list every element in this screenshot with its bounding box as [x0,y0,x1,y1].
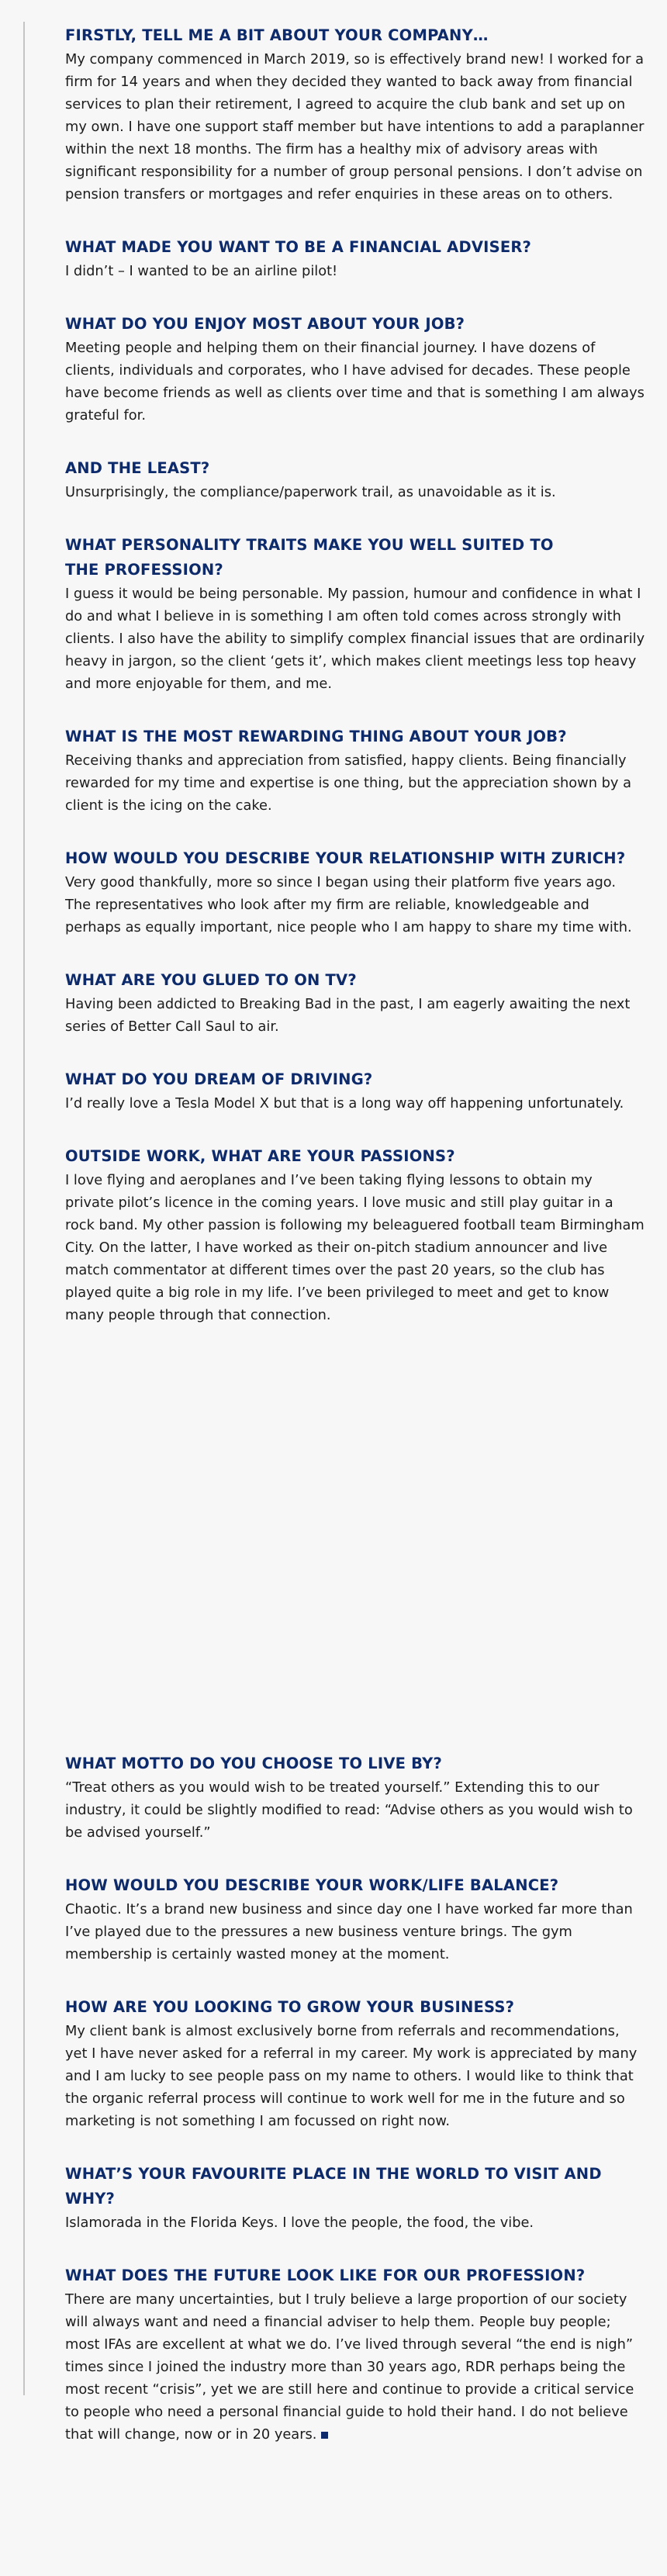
answer-text-final [65,2288,645,2446]
question-heading: FIRSTLY, TELL ME A BIT ABOUT YOUR COMPANY… [65,26,489,44]
qa-work-life [65,1873,645,1966]
question-heading: WHAT PERSONALITY TRAITS MAKE YOU WELL SUITED TO THE PROFESSION? [65,536,554,579]
qa-rewarding [65,724,645,817]
answer-text: Chaotic. It’s a brand new business and since day one I have worked far more than I’ve played due to the pressures a new business venture brings. The gym membership is certainly wasted money at the moment. [65,1901,633,1962]
question-heading: WHAT ARE YOU GLUED TO ON TV? [65,971,357,989]
answer-text: There are many uncertainties, but I truly believe a large proportion of our society will always want and need a financial adviser to help them. People buy people; most IFAs are excellent at what we do. I’ve lived through several “the end is nigh” times since I joined the industry more than 30 years ago, RDR perhaps being the most recent “crisis”, yet we are still here and continue to provide a critical service to people who need a personal financial guide to hold their hand. I do not believe that will change, now or in 20 years. [65,2291,634,2443]
question-heading: WHAT’S YOUR FAVOURITE PLACE IN THE WORLD TO VISIT AND WHY? [65,2165,602,2208]
qa-future [65,2263,645,2446]
question-heading: WHAT DOES THE FUTURE LOOK LIKE FOR OUR PROFESSION? [65,2267,586,2284]
qa-tv [65,968,645,1038]
interview-column-top [65,23,645,1356]
qa-personality [65,533,645,695]
left-margin-rule [23,22,25,2395]
answer-text: I guess it would be being personable. My passion, humour and confidence in what I do and what I believe in is something I am often told comes across strongly with clients. I also have the ability to simplify complex financial issues that are ordinarily heavy in jargon, so the client ‘gets it’, which makes client meetings less top heavy and more enjoyable for them, and me. [65,586,645,692]
answer-text: Very good thankfully, more so since I began using their platform five years ago. The representatives who look after my firm are reliable, knowledgeable and perhaps as equally important, nice people who I am happy to share my time with. [65,874,632,935]
qa-favourite-place [65,2162,645,2234]
answer-text: I’d really love a Tesla Model X but that is a long way off happening unfortunately. [65,1095,624,1112]
question-heading: WHAT IS THE MOST REWARDING THING ABOUT YOUR JOB? [65,728,567,745]
answer-text: Islamorada in the Florida Keys. I love the people, the food, the vibe. [65,2215,534,2231]
question-heading: HOW WOULD YOU DESCRIBE YOUR WORK/LIFE BALANCE? [65,1876,559,1894]
answer-text: “Treat others as you would wish to be treated yourself.” Extending this to our industry, it could be slightly modified to read: “Advise others as you would wish to be advised yourself.” [65,1779,633,1841]
question-heading: HOW WOULD YOU DESCRIBE YOUR RELATIONSHIP WITH ZURICH? [65,849,626,867]
answer-text: Having been addicted to Breaking Bad in the past, I am eagerly awaiting the next series of Better Call Saul to air. [65,996,631,1035]
answer-text: I didn’t – I wanted to be an airline pilot! [65,263,338,279]
answer-text: My client bank is almost exclusively borne from referrals and recommendations, yet I have never asked for a referral in my career. My work is appreciated by many and I am lucky to see people pass on my name to others. I would like to think that the organic referral process will continue to work well for me in the future and so marketing is not something I am focussed on right now. [65,2023,638,2129]
qa-motto [65,1751,645,1844]
qa-driving [65,1067,645,1115]
question-heading: OUTSIDE WORK, WHAT ARE YOUR PASSIONS? [65,1147,455,1165]
qa-passions [65,1144,645,1326]
qa-enjoy-least [65,456,645,503]
answer-text: I love flying and aeroplanes and I’ve been taking flying lessons to obtain my private pilot’s licence in the coming years. I love music and still play guitar in a rock band. My other passion is following my beleaguered football team Birmingham City. On the latter, I have worked as their on-pitch stadium announcer and live match commentator at different times over the past 20 years, so the club has played quite a big role in my life. I’ve been privileged to meet and get to know many people through that connection. [65,1172,645,1323]
answer-text: Meeting people and helping them on their financial journey. I have dozens of clients, individuals and corporates, who I have advised for decades. These people have become friends as well as clients over time and that is something I am always grateful for. [65,340,645,424]
answer-text: Unsurprisingly, the compliance/paperwork trail, as unavoidable as it is. [65,484,556,500]
question-heading: WHAT MOTTO DO YOU CHOOSE TO LIVE BY? [65,1755,442,1772]
question-heading: WHAT DO YOU DREAM OF DRIVING? [65,1070,373,1088]
qa-grow-business [65,1995,645,2132]
question-heading: WHAT MADE YOU WANT TO BE A FINANCIAL ADVISER? [65,238,532,256]
qa-zurich [65,846,645,939]
question-heading: AND THE LEAST? [65,459,210,477]
interview-column-bottom [65,1751,645,2475]
answer-text: Receiving thanks and appreciation from satisfied, happy clients. Being financially rewarded for my time and expertise is one thing, but the appreciation shown by a client is the icing on the cake. [65,752,631,814]
end-of-article-mark [321,2432,328,2439]
qa-why-adviser [65,235,645,282]
qa-enjoy-most [65,312,645,427]
question-heading: HOW ARE YOU LOOKING TO GROW YOUR BUSINESS? [65,1998,515,2016]
question-heading: WHAT DO YOU ENJOY MOST ABOUT YOUR JOB? [65,315,465,333]
answer-text: My company commenced in March 2019, so is effectively brand new! I worked for a firm for 14 years and when they decided they wanted to back away from financial services to plan their retirement, I agreed to acquire the club bank and set up on my own. I have one support staff member but have intentions to add a paraplanner within the next 18 months. The firm has a healthy mix of advisory areas with significant responsibility for a number of group personal pensions. I don’t advise on pension transfers or mortgages and refer enquiries in these areas on to others. [65,51,645,202]
qa-company [65,23,645,206]
